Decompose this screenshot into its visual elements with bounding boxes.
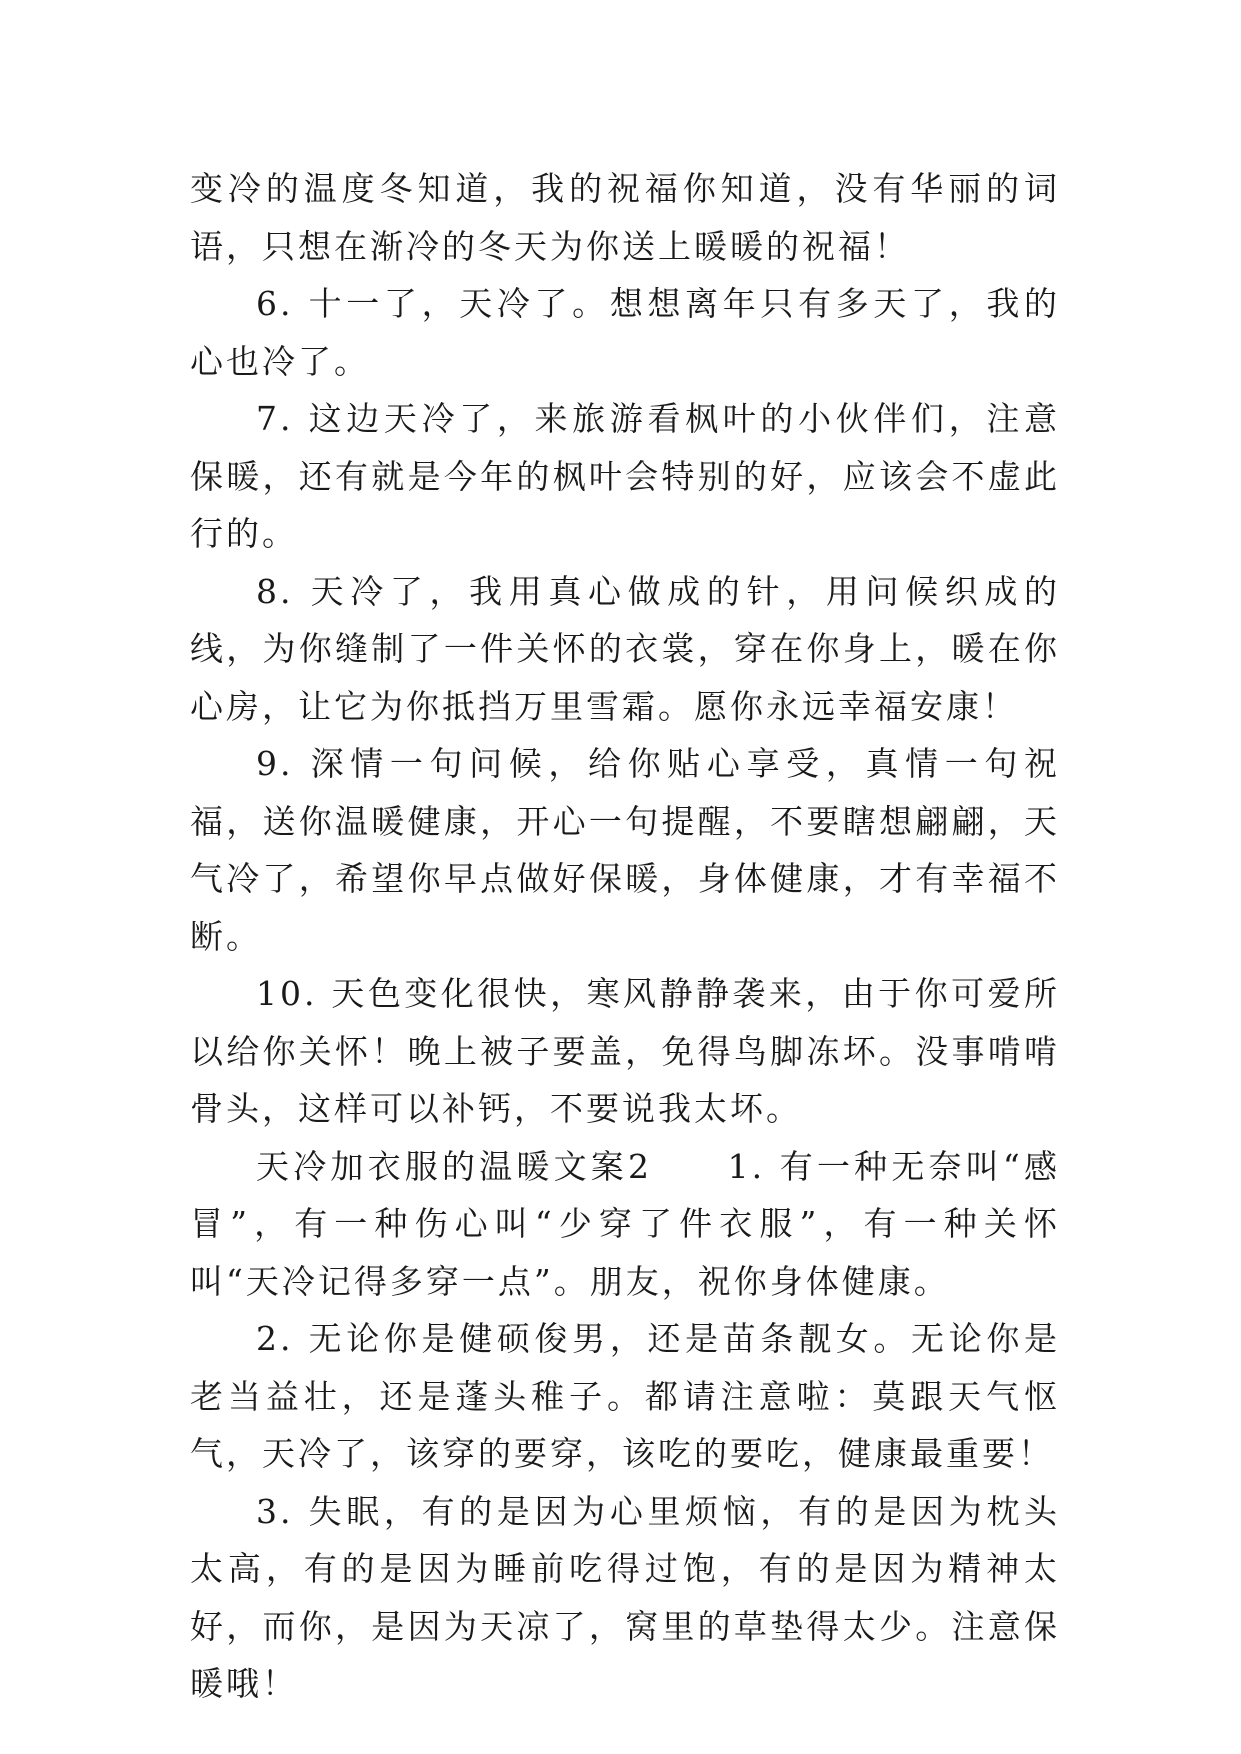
paragraph-item-8: 8. 天冷了，我用真心做成的针，用问候织成的线，为你缝制了一件关怀的衣裳，穿在你身上，暖在你心房，让它为你抵挡万里雪霜。愿你永远幸福安康！ bbox=[190, 571, 1060, 726]
paragraph-section-2-item-3: 3. 失眠，有的是因为心里烦恼，有的是因为枕头太高，有的是因为睡前吃得过饱，有的是因为精神太好，而你，是因为天凉了，窝里的草垫得太少。注意保暖哦！ bbox=[190, 1491, 1060, 1703]
document-body bbox=[190, 160, 1060, 1713]
paragraph-item-6: 6. 十一了，天冷了。想想离年只有多天了，我的心也冷了。 bbox=[190, 284, 1060, 381]
paragraph-section-2-item-1: 天冷加衣服的温暖文案2 1. 有一种无奈叫“感冒”，有一种伤心叫“少穿了件衣服”，有一种关怀叫“天冷记得多穿一点”。朋友，祝你身体健康。 bbox=[190, 1146, 1060, 1301]
paragraph-item-10: 10. 天色变化很快，寒风静静袭来，由于你可爱所以给你关怀！晚上被子要盖，免得鸟脚冻坏。没事啃啃骨头，这样可以补钙，不要说我太坏。 bbox=[190, 974, 1060, 1128]
paragraph-section-2-item-2: 2. 无论你是健硕俊男，还是苗条靓女。无论你是老当益壮，还是蓬头稚子。都请注意啦：莫跟天气怄气，天冷了，该穿的要穿，该吃的要吃，健康最重要！ bbox=[190, 1319, 1060, 1473]
paragraph-item-7: 7. 这边天冷了，来旅游看枫叶的小伙伴们，注意保暖，还有就是今年的枫叶会特别的好，应该会不虚此行的。 bbox=[190, 399, 1060, 553]
paragraph-item-9: 9. 深情一句问候，给你贴心享受，真情一句祝福，送你温暖健康，开心一句提醒，不要瞎想翩翩，天气冷了，希望你早点做好保暖，身体健康，才有幸福不断。 bbox=[190, 744, 1060, 956]
paragraph-continued: 变冷的温度冬知道，我的祝福你知道，没有华丽的词语，只想在渐冷的冬天为你送上暖暖的祝福！ bbox=[190, 169, 1060, 266]
